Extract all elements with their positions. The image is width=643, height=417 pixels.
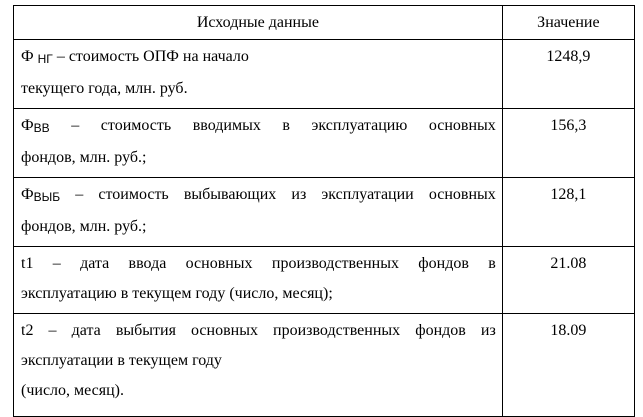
param-symbol: t1 (21, 255, 34, 272)
param-line (21, 316, 496, 346)
value-cell: 18.09 (502, 314, 634, 417)
param-line: текущего года, млн. руб. (21, 80, 188, 97)
param-line: (число, месяц). (21, 382, 124, 399)
param-line (21, 249, 496, 279)
param-text: – стоимость вводимых в эксплуатацию основных (71, 117, 496, 134)
source-data-table (13, 5, 635, 417)
table-row (14, 178, 635, 247)
value-cell: 128,1 (502, 178, 634, 247)
param-symbol: t2 (21, 322, 34, 339)
param-text: – стоимость ОПФ на начало (56, 48, 249, 65)
param-line: эксплуатацию в текущем году (число, месяц); (21, 285, 333, 302)
param-text: – дата ввода основных производственных фондов в (52, 255, 496, 272)
param-subscript: НГ (37, 52, 53, 66)
header-value: Значение (502, 6, 634, 40)
param-subscript: ВЫБ (33, 190, 61, 204)
param-line (21, 111, 496, 143)
value-cell: 21.08 (502, 247, 634, 314)
table-row (14, 40, 635, 109)
param-cell (14, 178, 503, 247)
param-symbol: Ф (21, 186, 34, 203)
param-cell (14, 40, 503, 109)
value-cell: 156,3 (502, 109, 634, 178)
param-line: эксплуатации в текущем году (21, 352, 222, 369)
param-text: – стоимость выбывающих из эксплуатации основных (75, 186, 496, 203)
param-cell (14, 247, 503, 314)
param-text: – дата выбытия основных производственных фондов из (48, 322, 496, 339)
param-cell (14, 109, 503, 178)
table-row (14, 109, 635, 178)
param-line: фондов, млн. руб.; (21, 149, 147, 166)
value-cell: 1248,9 (502, 40, 634, 109)
param-line (21, 42, 496, 74)
param-subscript: ВВ (33, 121, 50, 135)
param-line (21, 180, 496, 212)
header-param: Исходные данные (14, 6, 503, 40)
table-row (14, 247, 635, 314)
table-header-row (14, 6, 635, 40)
table-row (14, 314, 635, 417)
param-line: фондов, млн. руб.; (21, 218, 147, 235)
param-symbol: Ф (21, 48, 34, 65)
param-cell (14, 314, 503, 417)
param-symbol: Ф (21, 117, 34, 134)
